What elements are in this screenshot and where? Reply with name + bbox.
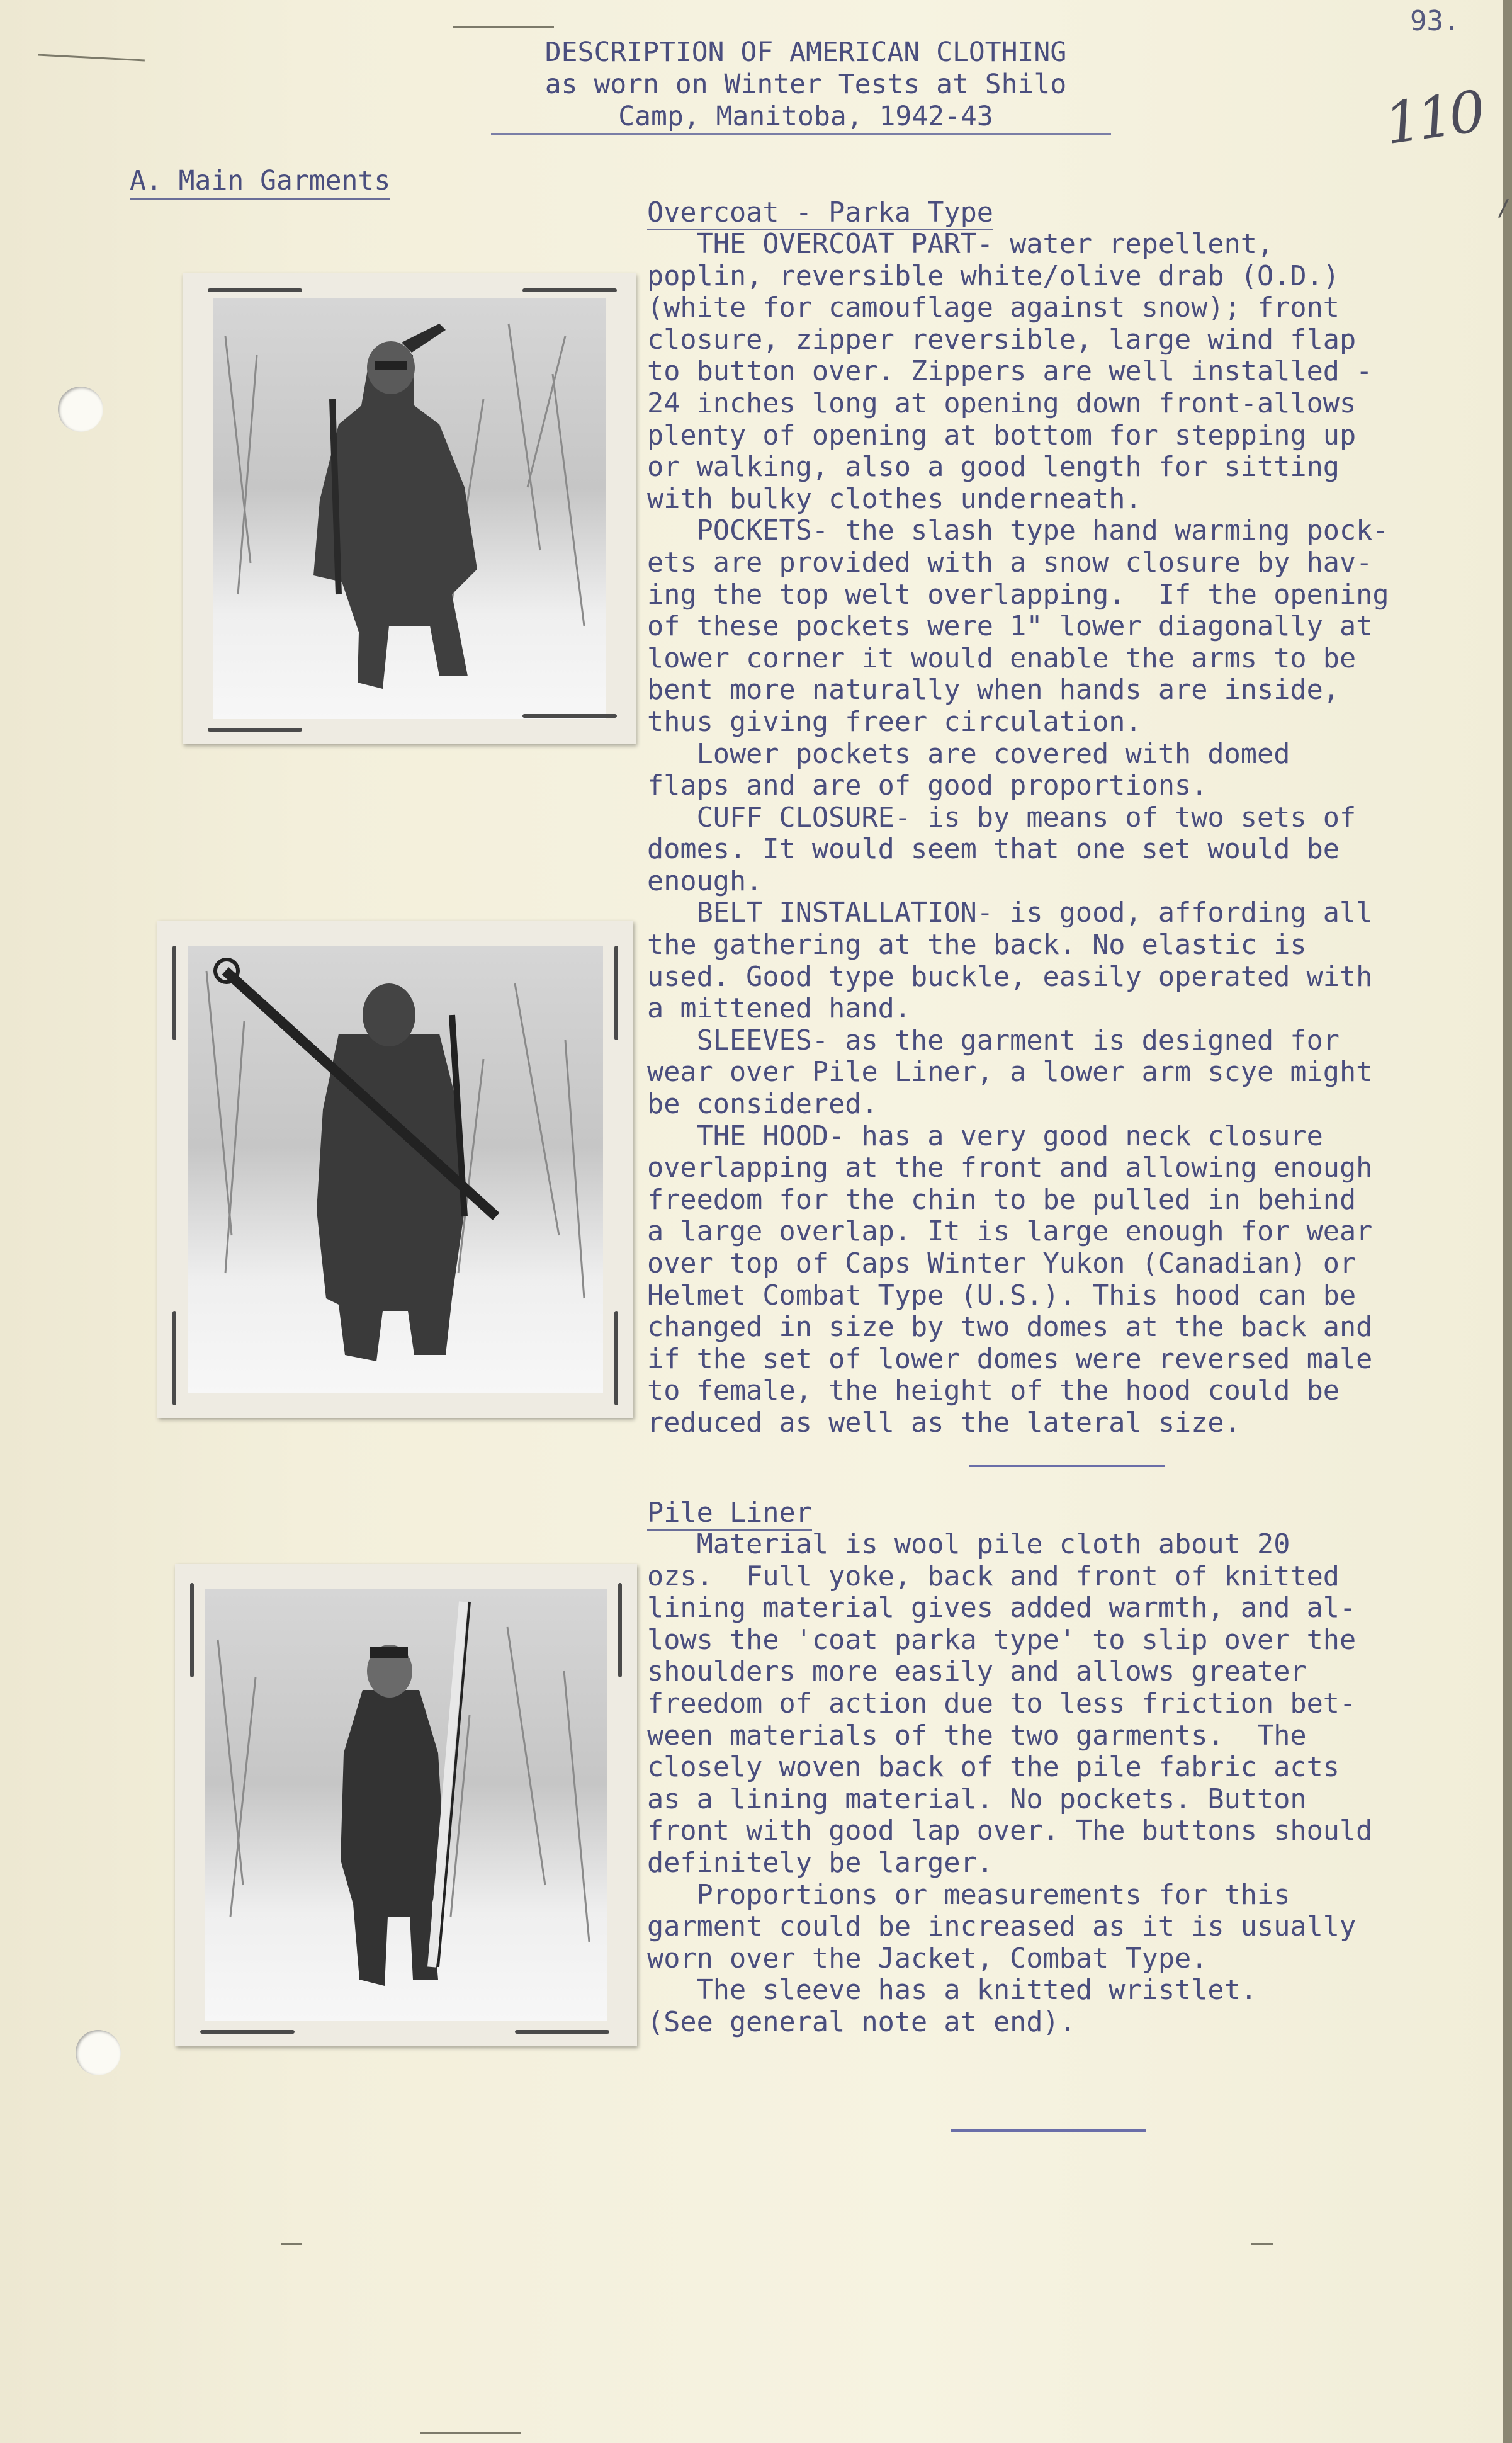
staple [172,1311,176,1405]
text-line: freedom of action due to less friction bet- [647,1687,1357,1720]
binder-mark [1251,2243,1273,2245]
title-line-1: DESCRIPTION OF AMERICAN CLOTHING [544,37,1067,68]
text-line: (white for camouflage against snow); front [647,292,1340,324]
text-line: lining material gives added warmth, and al- [647,1592,1357,1624]
title-underline [491,133,1111,135]
staple [208,728,302,732]
text-line: lower corner it would enable the arms to be [647,642,1357,674]
text-line: be considered. [647,1089,878,1121]
text-line: (See general note at end). [647,2006,1076,2038]
staple [522,714,617,718]
text-line: wear over Pile Liner, a lower arm scye might [647,1057,1373,1089]
text-line: THE OVERCOAT PART- water repellent, [647,229,1274,260]
handwritten-number: 110 [1380,78,1486,158]
text-line: or walking, also a good length for sitting [647,451,1340,484]
text-line: bent more naturally when hands are inside, [647,674,1340,706]
staple [190,1583,194,1677]
text-line: freedom for the chin to be pulled in behind [647,1184,1357,1216]
text-line: ing the top welt overlapping. If the opening [647,579,1389,611]
text-line: of these pockets were 1" lower diagonally at [647,611,1373,643]
text-line: lows the 'coat parka type' to slip over the [647,1624,1357,1656]
punch-hole [76,2030,121,2075]
page-edge [1503,0,1512,2443]
text-line: garment could be increased as it is usually [647,1911,1357,1943]
text-line: POCKETS- the slash type hand warming pock- [647,515,1389,547]
text-line: a mittened hand. [647,993,911,1025]
text-line: shoulders more easily and allows greater [647,1656,1307,1688]
overcoat-text [647,229,1389,1439]
title-line-3: Camp, Manitoba, 1942-43 [618,101,993,132]
text-line: ween materials of the two garments. The [647,1720,1307,1752]
text-line: used. Good type buckle, easily operated with [647,961,1373,993]
text-line: SLEEVES- as the garment is designed for [647,1024,1340,1057]
text-line: as a lining material. No pockets. Button [647,1783,1307,1815]
text-line: Helmet Combat Type (U.S.). This hood can be [647,1279,1357,1312]
text-line: flaps and are of good proportions. [647,770,1208,802]
text-line: enough. [647,865,763,897]
text-line: thus giving freer circulation. [647,706,1142,738]
staple [172,946,176,1040]
pile-liner-heading: Pile Liner [647,1497,812,1529]
text-line: ets are provided with a snow closure by hav- [647,547,1373,579]
section-divider [969,1465,1165,1467]
punch-hole [58,387,103,432]
text-line: closely woven back of the pile fabric acts [647,1752,1340,1784]
photo-parka-front [183,273,636,744]
title-line-2: as worn on Winter Tests at Shilo [544,69,1067,100]
photo-pile-liner [175,1564,637,2046]
photo-image [213,298,606,719]
figure-illustration [188,946,603,1393]
staple [614,946,618,1040]
margin-mark: / [1497,195,1511,221]
text-line: front with good lap over. The buttons should [647,1815,1373,1847]
text-line: 24 inches long at opening down front-allows [647,387,1357,419]
text-line: changed in size by two domes at the back and [647,1312,1373,1344]
text-line: with bulky clothes underneath. [647,483,1142,515]
staple [208,288,302,292]
text-line: overlapping at the front and allowing enough [647,1152,1373,1184]
overcoat-heading: Overcoat - Parka Type [647,197,993,229]
text-line: ozs. Full yoke, back and front of knitted [647,1560,1340,1592]
text-line: if the set of lower domes were reversed male [647,1343,1373,1375]
text-line: plenty of opening at bottom for stepping up [647,419,1357,451]
text-line: definitely be larger. [647,1847,993,1879]
text-line: THE HOOD- has a very good neck closure [647,1120,1323,1152]
text-line: Proportions or measurements for this [647,1879,1290,1911]
photo-parka-rear [157,921,633,1418]
text-line: to female, the height of the hood could be [647,1375,1340,1407]
text-line: Material is wool pile cloth about 20 [647,1529,1290,1560]
binder-mark [453,26,554,28]
staple [200,2030,295,2034]
text-line: BELT INSTALLATION- is good, affording all [647,897,1373,929]
section-heading: A. Main Garments [130,165,390,196]
text-line: worn over the Jacket, Combat Type. [647,1942,1208,1975]
text-line: the gathering at the back. No elastic is [647,929,1307,961]
text-line: Lower pockets are covered with domed [647,738,1290,770]
text-line: closure, zipper reversible, large wind flap [647,324,1357,356]
text-line: reduced as well as the lateral size. [647,1407,1241,1439]
end-divider [951,2129,1146,2132]
staple [618,1583,622,1677]
binder-mark [281,2243,302,2245]
document-title [478,37,1133,133]
text-line: poplin, reversible white/olive drab (O.D.) [647,260,1340,292]
staple [522,288,617,292]
page-number: 93. [1410,5,1460,37]
text-line: a large overlap. It is large enough for wear [647,1216,1373,1248]
text-line: over top of Caps Winter Yukon (Canadian) or [647,1248,1357,1279]
staple [614,1311,618,1405]
pile-liner-text [647,1529,1372,2039]
staple [515,2030,609,2034]
photo-image [188,946,603,1393]
binder-mark [38,54,145,62]
binder-mark [420,2432,521,2434]
text-line: domes. It would seem that one set would be [647,834,1340,866]
text-line: to button over. Zippers are well installed - [647,356,1373,388]
text-line: The sleeve has a knitted wristlet. [647,1975,1258,2007]
figure-illustration [213,298,606,719]
text-line: CUFF CLOSURE- is by means of two sets of [647,802,1357,834]
figure-illustration [205,1589,607,2021]
photo-image [205,1589,607,2021]
